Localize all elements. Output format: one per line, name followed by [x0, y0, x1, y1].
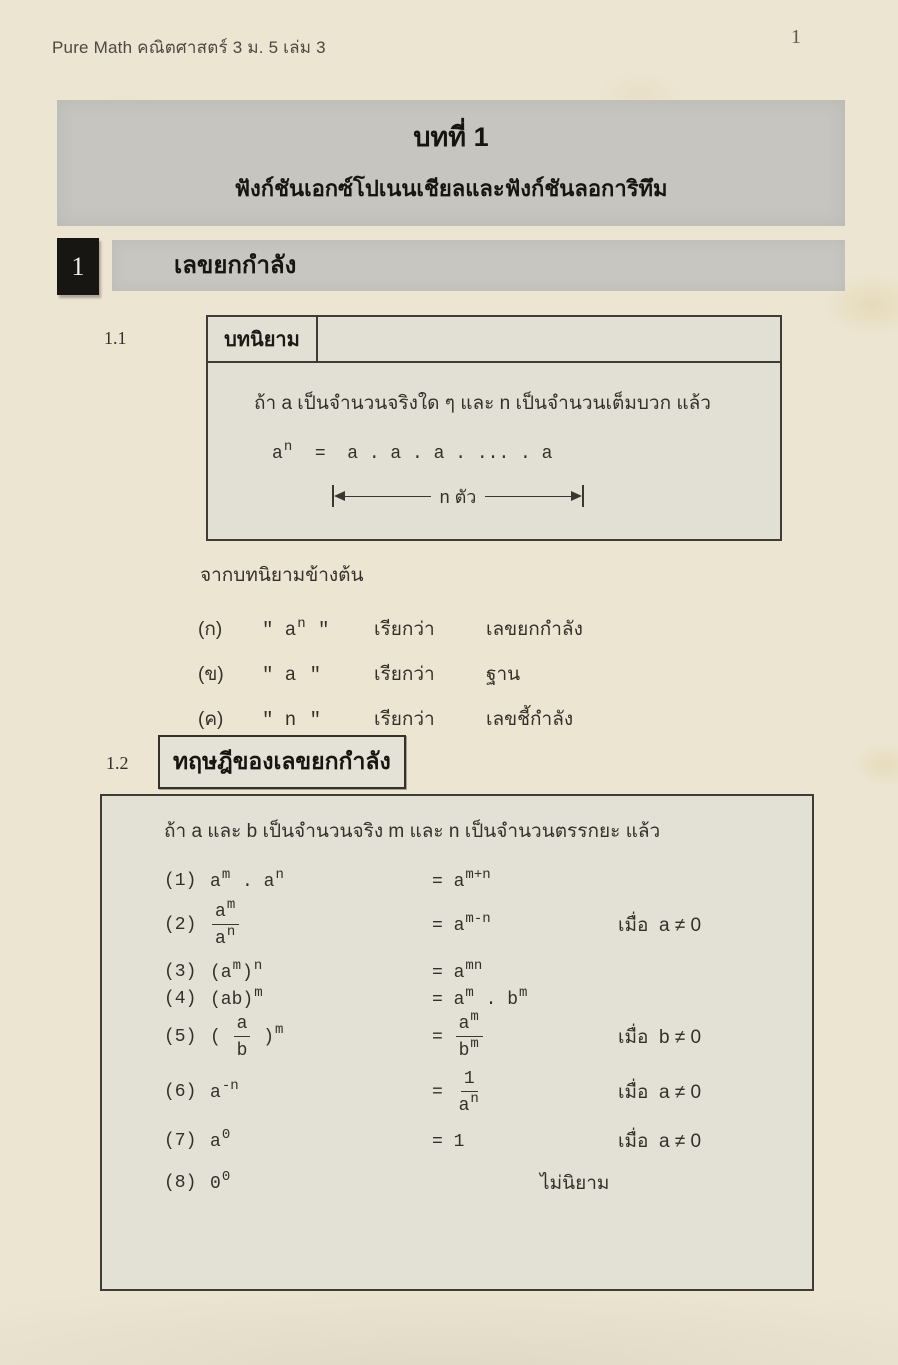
formula-lhs: [210, 867, 432, 892]
equals-sign: =: [432, 915, 454, 936]
formula-lhs: [210, 958, 432, 983]
measure-label: n ตัว: [439, 486, 477, 507]
math-text: 0: [210, 1174, 221, 1194]
equals-sign: =: [432, 1082, 454, 1103]
theorems-box: [100, 794, 814, 1291]
math-text: a: [210, 1082, 221, 1103]
equals-sign: =: [432, 990, 454, 1010]
definition-item: [198, 659, 583, 689]
fraction: [212, 897, 239, 949]
math-text: b: [507, 990, 519, 1010]
exponent: m: [226, 897, 236, 913]
measure-right-line: [485, 496, 571, 497]
exponent: 0: [221, 1169, 231, 1185]
formula-lhs: [210, 1077, 432, 1103]
definition-item: [198, 614, 583, 644]
exponent: -n: [221, 1077, 239, 1094]
formula-lhs: [210, 985, 432, 1010]
exponent: m: [470, 1036, 479, 1052]
item-expression: [262, 664, 374, 686]
exponent: m: [465, 985, 474, 1001]
math-text: [432, 1175, 540, 1195]
math-text: (a: [210, 963, 232, 983]
exponent: n: [275, 867, 284, 883]
formula-base: a: [272, 444, 283, 464]
quoted-symbol: " a: [262, 664, 297, 686]
exponent: m: [519, 985, 528, 1001]
definition-box-header: [208, 317, 780, 363]
closing-quote: ": [298, 709, 322, 731]
math-text: a: [263, 872, 275, 892]
section-title: เลขยกกำลัง: [174, 252, 297, 279]
measure-left-arrowhead-icon: [334, 491, 345, 501]
equals-sign: =: [432, 1027, 454, 1048]
quoted-symbol: " n: [262, 709, 297, 731]
equals-sign: =: [432, 963, 454, 983]
theorem-row: [164, 1067, 812, 1116]
math-text: b: [236, 1041, 248, 1061]
formula-rhs: [432, 985, 618, 1010]
theorem-row: [164, 897, 812, 949]
fraction-numerator: [461, 1067, 478, 1092]
exponent: m: [232, 958, 242, 974]
item-expression: [262, 709, 374, 731]
formula-exponent: n: [283, 439, 293, 455]
section-number: 1: [71, 251, 85, 281]
fraction-numerator: [234, 1012, 251, 1037]
chapter-title: บทที่ 1: [413, 122, 489, 152]
item-verb: เรียกว่า: [374, 619, 435, 640]
theorem-rows: [102, 867, 812, 1198]
item-expression: [262, 616, 374, 641]
subsection-1-2-label: 1.2: [106, 753, 129, 773]
math-text: ): [242, 963, 253, 983]
theorem-row: [164, 1126, 812, 1156]
math-text: a: [210, 872, 221, 892]
fraction-numerator: [212, 897, 239, 925]
quoted-exponent: n: [297, 616, 306, 632]
definition-followup-items: [198, 614, 583, 749]
equals-sign: =: [432, 1132, 454, 1152]
item-label: (ข): [198, 664, 224, 685]
exponent: m: [254, 985, 263, 1001]
exponent: m: [470, 1009, 479, 1025]
quoted-symbol: " a: [262, 619, 297, 641]
math-text: (ab): [210, 990, 254, 1010]
exponent: mn: [465, 958, 483, 974]
condition: เมื่อ a ≠ 0: [618, 914, 702, 936]
exponent: n: [253, 958, 263, 974]
formula-lhs: [210, 1012, 432, 1061]
definition-box: [206, 315, 782, 541]
equals-sign: =: [432, 872, 454, 892]
theorem-number: (6): [164, 1081, 197, 1102]
exponent: n: [226, 924, 236, 940]
fraction: [456, 1067, 483, 1116]
closing-quote: ": [298, 664, 322, 686]
chapter-banner: [57, 100, 845, 226]
theorem-number: (5): [164, 1026, 197, 1047]
theorem-row: [164, 1009, 812, 1061]
formula-rhs: [432, 910, 618, 936]
definition-formula: [272, 439, 780, 464]
math-text: a: [453, 990, 465, 1010]
fraction: [456, 1009, 483, 1061]
math-text: ไม่นิยาม: [540, 1173, 610, 1194]
math-text: a: [458, 1014, 470, 1034]
theorem-row: [164, 958, 812, 983]
condition: เมื่อ b ≠ 0: [618, 1026, 702, 1048]
formula-expansion: = a . a . a . ... . a: [293, 444, 553, 464]
item-verb: เรียกว่า: [374, 709, 435, 730]
exponent: n: [470, 1091, 479, 1107]
math-text: ): [252, 1027, 275, 1048]
exponent: m: [221, 867, 231, 883]
measure-right-bar: [582, 485, 584, 507]
item-meaning: เลขชี้กำลัง: [486, 709, 574, 730]
math-text: a: [453, 963, 465, 983]
formula-rhs: [432, 1009, 618, 1061]
math-text: a: [453, 915, 465, 936]
item-verb: เรียกว่า: [374, 664, 435, 685]
fraction-denominator: [212, 925, 239, 949]
exponent: m: [275, 1022, 284, 1039]
math-text: 1: [453, 1132, 465, 1152]
exponent: m-n: [465, 910, 491, 927]
theorem-number: (4): [164, 989, 197, 1009]
formula-rhs: [432, 867, 618, 892]
definition-item: [198, 704, 583, 734]
n-count-measure-arrow: [332, 484, 584, 508]
math-text: 1: [463, 1069, 475, 1089]
theorem-number: (2): [164, 914, 197, 935]
math-text: .: [231, 872, 264, 892]
exponent: 0: [221, 1127, 231, 1143]
math-text: a: [458, 1096, 470, 1116]
math-text: .: [474, 990, 508, 1010]
theorem-row: [164, 1168, 812, 1198]
item-meaning: เลขยกกำลัง: [486, 619, 583, 640]
theorem-row: [164, 867, 812, 892]
page-number: 1: [791, 26, 801, 48]
theorems-title-box: ทฤษฎีของเลขยกกำลัง: [158, 735, 406, 789]
math-text: a: [236, 1014, 248, 1034]
definition-box-label: บทนิยาม: [208, 317, 318, 361]
theorem-number: (8): [164, 1173, 197, 1193]
measure-left-line: [345, 496, 431, 497]
formula-lhs: [210, 1169, 432, 1194]
math-text: a: [215, 929, 226, 949]
subsection-1-1-label: 1.1: [104, 328, 127, 348]
theorem-number: (1): [164, 871, 197, 891]
item-label: (ค): [198, 709, 224, 730]
item-label: (ก): [198, 619, 223, 640]
condition: เมื่อ a ≠ 0: [618, 1131, 702, 1152]
theorems-intro: ถ้า a และ b เป็นจำนวนจริง m และ n เป็นจำนวนตรรกยะ แล้ว: [164, 821, 661, 842]
theorem-number: (7): [164, 1131, 197, 1151]
math-text: a: [215, 902, 226, 922]
formula-rhs: [432, 958, 618, 983]
fraction-denominator: [456, 1037, 483, 1061]
item-meaning: ฐาน: [486, 664, 521, 685]
formula-rhs: [432, 1130, 618, 1152]
formula-lhs: [210, 897, 432, 949]
section-title-bar: [112, 240, 845, 291]
fraction: [234, 1012, 251, 1061]
section-number-box: [57, 238, 99, 295]
fraction-denominator: [234, 1037, 251, 1061]
math-text: a: [210, 1132, 221, 1152]
measure-right-arrowhead-icon: [571, 491, 582, 501]
math-text: (: [210, 1027, 232, 1048]
fraction-denominator: [456, 1092, 483, 1116]
formula-rhs: [432, 1168, 618, 1198]
math-text: b: [458, 1041, 470, 1061]
fraction-numerator: [456, 1009, 483, 1037]
chapter-subtitle: ฟังก์ชันเอกซ์โปเนนเชียลและฟังก์ชันลอการิทึม: [234, 176, 668, 201]
condition: เมื่อ a ≠ 0: [618, 1081, 702, 1103]
theorem-number: (3): [164, 962, 197, 982]
exponent: m+n: [465, 867, 491, 883]
definition-followup-lead: จากบทนิยามข้างต้น: [200, 565, 364, 586]
formula-lhs: [210, 1127, 432, 1152]
closing-quote: ": [306, 619, 330, 641]
definition-intro: ถ้า a เป็นจำนวนจริงใด ๆ และ n เป็นจำนวนเต็มบวก แล้ว: [254, 393, 711, 414]
theorem-row: [164, 985, 812, 1010]
formula-rhs: [432, 1067, 618, 1116]
book-header: Pure Math คณิตศาสตร์ 3 ม. 5 เล่ม 3: [52, 38, 326, 57]
math-text: a: [453, 872, 465, 892]
